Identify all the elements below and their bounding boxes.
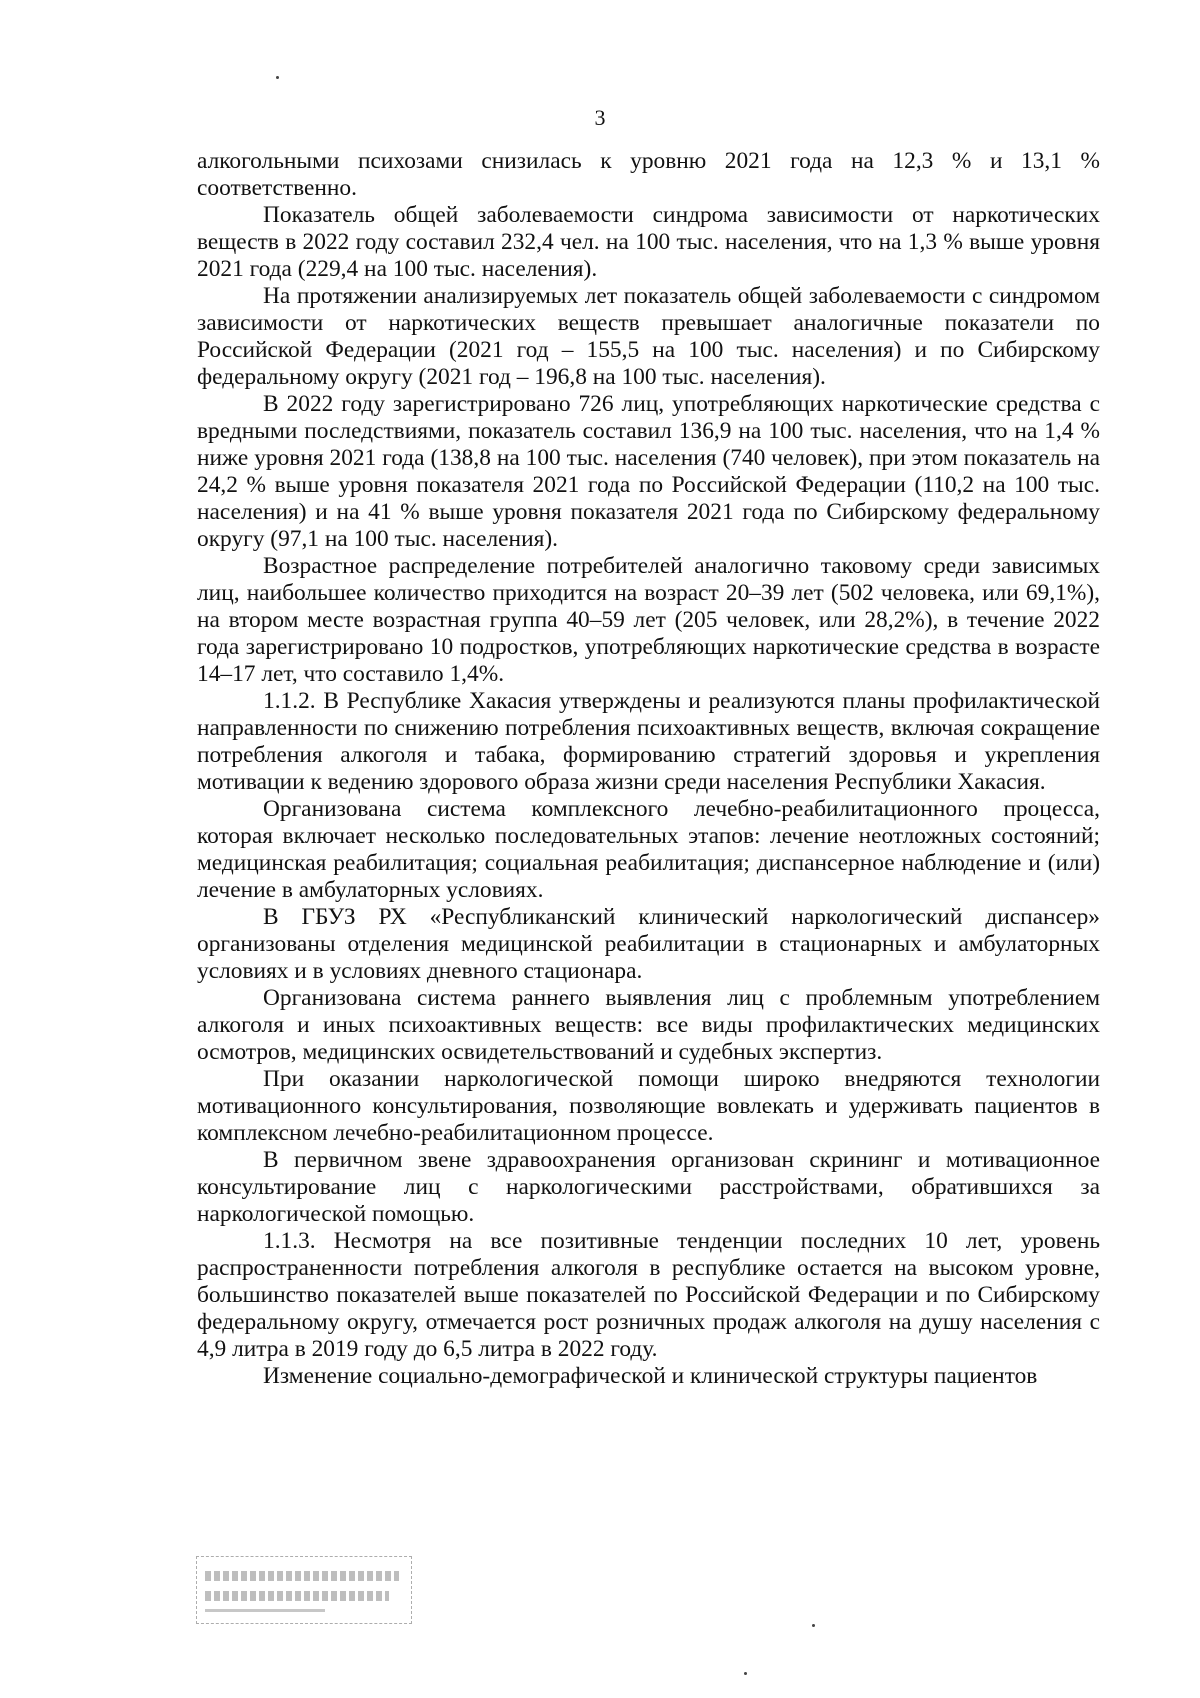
scan-speck: [812, 1624, 815, 1627]
paragraph: При оказании наркологической помощи широко внедряются технологии мотивационного консультирования, позволяющие вовлекать и удерживать пациентов в комплексном лечебно-реабилитационном процессе.: [197, 1066, 1100, 1146]
paragraph: В ГБУЗ РХ «Республиканский клинический наркологический диспансер» организованы отделения медицинской реабилитации в стационарных и амбулаторных условиях и в условиях дневного стационара.: [197, 904, 1100, 984]
paragraph: Возрастное распределение потребителей аналогично таковому среди зависимых лиц, наибольшее количество приходится на возраст 20–39 лет (502 человека, или 69,1%), на втором месте возрастная группа 40–59 лет (205 человек, или 28,2%), в течение 2022 года зарегистрировано 10 подростков, употребляющих наркотические средства в возрасте 14–17 лет, что составило 1,4%.: [197, 553, 1100, 687]
paragraph-section-1-1-2: 1.1.2. В Республике Хакасия утверждены и реализуются планы профилактической направленности по снижению потребления психоактивных веществ, включая сокращение потребления алкоголя и табака, формированию стратегий здоровья и укрепления мотивации к ведению здорового образа жизни среди населения Республики Хакасия.: [197, 688, 1100, 795]
stamp-line: [205, 1571, 399, 1581]
paragraph-final-line: Изменение социально-демографической и клинической структуры пациентов: [263, 1363, 1038, 1389]
paragraph-section-1-1-3: 1.1.3. Несмотря на все позитивные тенденции последних 10 лет, уровень распространенности потребления алкоголя в республике остается на высоком уровне, большинство показателей выше показателей по Российской Федерации и по Сибирскому федеральному округу, отмечается рост розничных продаж алкоголя на душу населения с 4,9 литра в 2019 году до 6,5 литра в 2022 году.: [197, 1228, 1100, 1362]
stamp-line: [205, 1591, 389, 1601]
paragraph: В первичном звене здравоохранения организован скрининг и мотивационное консультирование лиц с наркологическими расстройствами, обратившихся за наркологической помощью.: [197, 1147, 1100, 1227]
page-number: 3: [594, 105, 606, 130]
paragraph: Организована система раннего выявления лиц с проблемным употреблением алкоголя и иных психоактивных веществ: все виды профилактических медицинских осмотров, медицинских освидетельствований и судебных экспертиз.: [197, 985, 1100, 1065]
paragraph: Организована система комплексного лечебно-реабилитационного процесса, которая включает несколько последовательных этапов: лечение неотложных состояний; медицинская реабилитация; социальная реабилитация; диспансерное наблюдение и (или) лечение в амбулаторных условиях.: [197, 796, 1100, 903]
faint-stamp-icon: [196, 1556, 412, 1624]
paragraph-continuation: алкогольными психозами снизилась к уровню 2021 года на 12,3 % и 13,1 % соответственно.: [197, 148, 1100, 201]
paragraph: В 2022 году зарегистрировано 726 лиц, употребляющих наркотические средства с вредными последствиями, показатель составил 136,9 на 100 тыс. населения, что на 1,4 % ниже уровня 2021 года (138,8 на 100 тыс. населения (740 человек), при этом показатель на 24,2 % выше уровня показателя 2021 года по Российской Федерации (110,2 на 100 тыс. населения) и на 41 % выше уровня показателя 2021 года по Сибирскому федеральному округу (97,1 на 100 тыс. населения).: [197, 391, 1100, 552]
scan-speck: [276, 76, 279, 79]
scan-speck: [744, 1672, 747, 1675]
stamp-underline: [205, 1609, 325, 1612]
document-body: [197, 148, 1100, 1390]
paragraph: На протяжении анализируемых лет показатель общей заболеваемости с синдромом зависимости от наркотических веществ превышает аналогичные показатели по Российской Федерации (2021 год – 155,5 на 100 тыс. населения) и по Сибирскому федеральному округу (2021 год – 196,8 на 100 тыс. населения).: [197, 283, 1100, 390]
paragraph: Показатель общей заболеваемости синдрома зависимости от наркотических веществ в 2022 году составил 232,4 чел. на 100 тыс. населения, что на 1,3 % выше уровня 2021 года (229,4 на 100 тыс. населения).: [197, 202, 1100, 282]
